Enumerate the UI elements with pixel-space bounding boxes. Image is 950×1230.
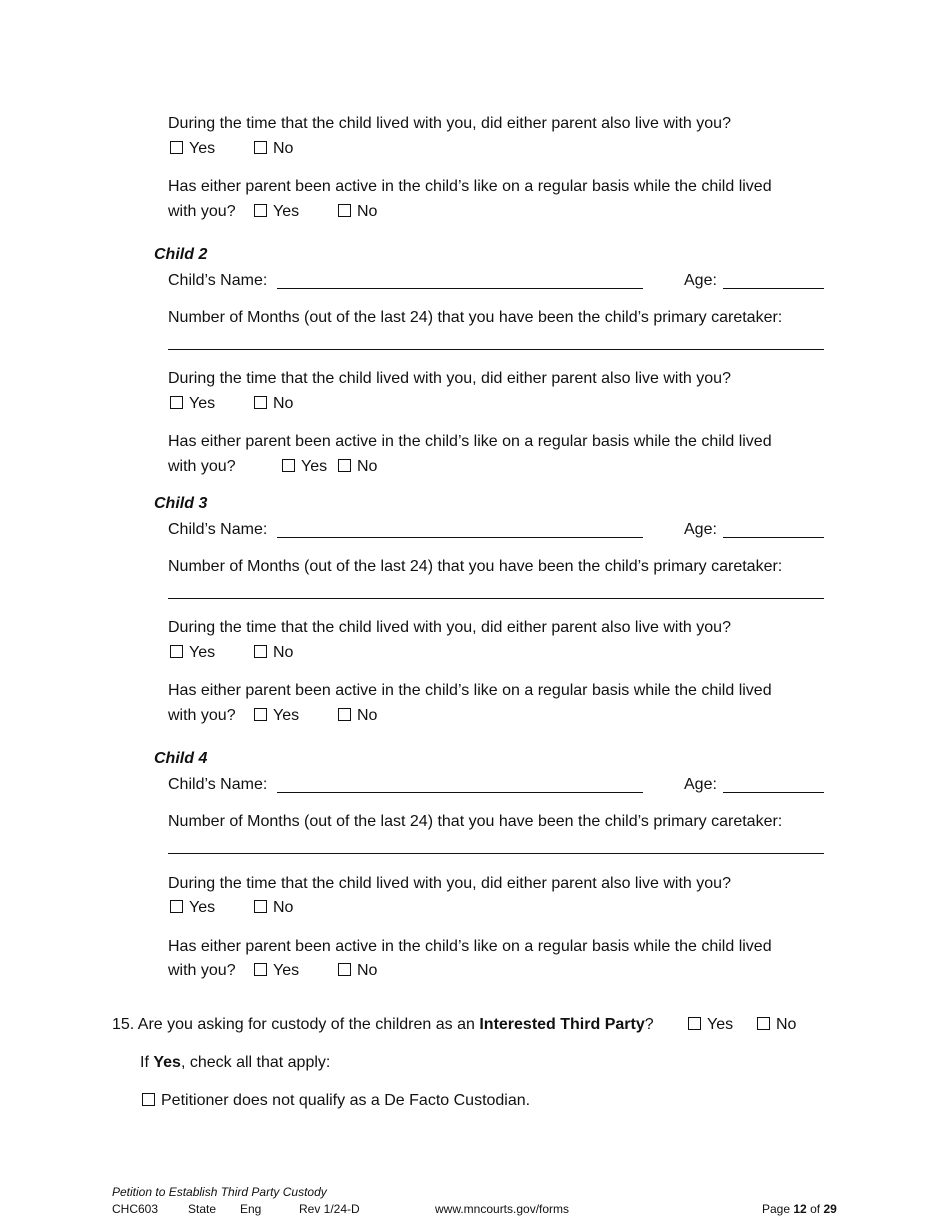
checkbox-icon xyxy=(688,1017,701,1030)
child3-months-field[interactable] xyxy=(168,598,824,599)
checkbox-icon xyxy=(254,396,267,409)
child2-heading: Child 2 xyxy=(154,246,208,263)
child3-age-field[interactable] xyxy=(723,537,824,538)
child2-active-question-cont: with you? xyxy=(168,458,236,475)
checkbox-icon xyxy=(142,1093,155,1106)
checkbox-icon xyxy=(338,459,351,472)
child4-lived-yes-checkbox[interactable]: Yes xyxy=(170,898,215,918)
checkbox-icon xyxy=(254,141,267,154)
q15-yes-checkbox[interactable]: Yes xyxy=(688,1015,733,1035)
child4-heading: Child 4 xyxy=(154,750,208,767)
footer-form-code: CHC603 xyxy=(112,1202,159,1216)
child1-active-question-cont: with you? xyxy=(168,203,236,220)
checkbox-icon xyxy=(170,396,183,409)
child3-age-label: Age: xyxy=(684,521,717,538)
child1-active-no-checkbox[interactable]: No xyxy=(338,202,377,222)
checkbox-icon xyxy=(338,204,351,217)
child2-name-label: Child’s Name: xyxy=(168,272,268,289)
q15-no-checkbox[interactable]: No xyxy=(757,1015,796,1035)
child2-age-field[interactable] xyxy=(723,288,824,289)
q15-option-not-de-facto-checkbox[interactable]: Petitioner does not qualify as a De Facto Custodian. xyxy=(142,1091,530,1111)
checkbox-icon xyxy=(254,708,267,721)
child4-active-no-checkbox[interactable]: No xyxy=(338,961,377,981)
child2-lived-yes-checkbox[interactable]: Yes xyxy=(170,394,215,414)
child4-lived-question: During the time that the child lived with you, did either parent also live with you? xyxy=(168,875,731,892)
child3-active-no-checkbox[interactable]: No xyxy=(338,706,377,726)
footer-form-title: Petition to Establish Third Party Custody xyxy=(112,1185,327,1199)
child1-active-yes-checkbox[interactable]: Yes xyxy=(254,202,299,222)
child2-active-question: Has either parent been active in the child’s like on a regular basis while the child lived xyxy=(168,433,772,450)
checkbox-icon xyxy=(338,963,351,976)
child3-lived-question: During the time that the child lived with you, did either parent also live with you? xyxy=(168,619,731,636)
footer-page-number: Page 12 of 29 xyxy=(762,1202,837,1216)
child3-active-question: Has either parent been active in the child’s like on a regular basis while the child lived xyxy=(168,682,772,699)
footer-language: Eng xyxy=(240,1202,262,1216)
footer-revision: Rev 1/24-D xyxy=(299,1202,360,1216)
checkbox-icon xyxy=(282,459,295,472)
child2-active-no-checkbox[interactable]: No xyxy=(338,457,377,477)
child4-name-label: Child’s Name: xyxy=(168,776,268,793)
child2-months-label: Number of Months (out of the last 24) that you have been the child’s primary caretaker: xyxy=(168,309,783,326)
child4-active-question-cont: with you? xyxy=(168,962,236,979)
child1-lived-yes-checkbox[interactable]: Yes xyxy=(170,139,215,159)
child4-active-question: Has either parent been active in the child’s like on a regular basis while the child lived xyxy=(168,938,772,955)
q15-question: 15. Are you asking for custody of the children as an Interested Third Party? xyxy=(112,1016,654,1033)
child3-heading: Child 3 xyxy=(154,495,208,512)
child3-active-yes-checkbox[interactable]: Yes xyxy=(254,706,299,726)
child4-months-label: Number of Months (out of the last 24) that you have been the child’s primary caretaker: xyxy=(168,813,783,830)
q15-if-yes-instruction: If Yes, check all that apply: xyxy=(140,1054,331,1071)
checkbox-icon xyxy=(338,708,351,721)
child1-active-question: Has either parent been active in the child’s like on a regular basis while the child lived xyxy=(168,178,772,195)
child3-name-label: Child’s Name: xyxy=(168,521,268,538)
child4-months-field[interactable] xyxy=(168,853,824,854)
child4-lived-no-checkbox[interactable]: No xyxy=(254,898,293,918)
footer-url-link[interactable]: www.mncourts.gov/forms xyxy=(435,1202,570,1216)
child1-lived-question: During the time that the child lived with you, did either parent also live with you? xyxy=(168,115,731,132)
checkbox-icon xyxy=(254,963,267,976)
child2-name-field[interactable] xyxy=(277,288,643,289)
child3-name-field[interactable] xyxy=(277,537,643,538)
checkbox-icon xyxy=(254,645,267,658)
checkbox-icon xyxy=(170,900,183,913)
checkbox-icon xyxy=(254,204,267,217)
child3-lived-no-checkbox[interactable]: No xyxy=(254,643,293,663)
child3-months-label: Number of Months (out of the last 24) that you have been the child’s primary caretaker: xyxy=(168,558,783,575)
child2-lived-no-checkbox[interactable]: No xyxy=(254,394,293,414)
child2-months-field[interactable] xyxy=(168,349,824,350)
child4-age-field[interactable] xyxy=(723,792,824,793)
checkbox-icon xyxy=(757,1017,770,1030)
checkbox-icon xyxy=(254,900,267,913)
child2-lived-question: During the time that the child lived with you, did either parent also live with you? xyxy=(168,370,731,387)
child1-lived-no-checkbox[interactable]: No xyxy=(254,139,293,159)
child3-lived-yes-checkbox[interactable]: Yes xyxy=(170,643,215,663)
child4-age-label: Age: xyxy=(684,776,717,793)
child2-active-yes-checkbox[interactable]: Yes xyxy=(282,457,327,477)
footer-jurisdiction: State xyxy=(188,1202,217,1216)
checkbox-icon xyxy=(170,645,183,658)
child2-age-label: Age: xyxy=(684,272,717,289)
child4-name-field[interactable] xyxy=(277,792,643,793)
checkbox-icon xyxy=(170,141,183,154)
child4-active-yes-checkbox[interactable]: Yes xyxy=(254,961,299,981)
child3-active-question-cont: with you? xyxy=(168,707,236,724)
